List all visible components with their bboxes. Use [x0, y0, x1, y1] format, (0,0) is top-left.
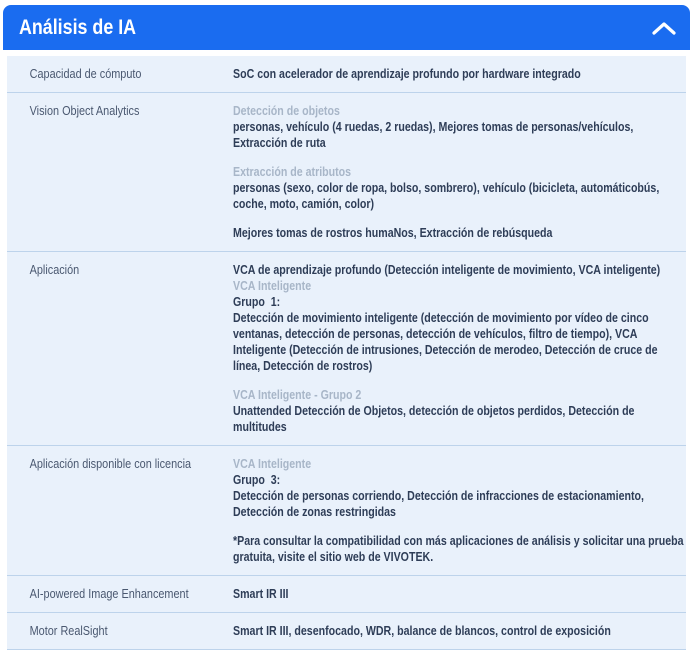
spec-subheading: Extracción de atributos: [233, 165, 352, 179]
spec-paragraph: [233, 623, 686, 639]
spec-paragraph: [233, 164, 686, 212]
spec-text: personas, vehículo (4 ruedas, 2 ruedas), Mejores tomas de personas/vehículos, Extracción de ruta: [233, 120, 637, 150]
spec-row: [7, 576, 686, 613]
spec-text: Grupo 3:: [233, 473, 281, 487]
spec-row-value: [233, 262, 686, 435]
section-title: Análisis de IA: [19, 15, 137, 39]
spec-text: VCA de aprendizaje profundo (Detección inteligente de movimiento, VCA inteligente): [233, 263, 661, 277]
spec-paragraph: [233, 387, 686, 435]
spec-text: Mejores tomas de rostros humaNos, Extracción de rebúsqueda: [233, 226, 553, 240]
chevron-up-icon[interactable]: [652, 21, 676, 35]
spec-subheading: VCA Inteligente - Grupo 2: [233, 388, 362, 402]
spec-row: [7, 56, 686, 93]
spec-text: Detección de personas corriendo, Detección de infracciones de estacionamiento, Detección de zonas restringidas: [233, 489, 647, 519]
spec-paragraph: [233, 103, 686, 151]
spec-row-label: Capacidad de cómputo: [29, 67, 142, 81]
spec-row: [7, 93, 686, 252]
spec-row-label: Aplicación: [29, 263, 80, 277]
spec-text: personas (sexo, color de ropa, bolso, sombrero), vehículo (bicicleta, automáticobús, coche, moto, camión, color): [233, 181, 663, 211]
spec-row: [7, 446, 686, 576]
section-header-analisis-de-ia[interactable]: [3, 5, 690, 50]
spec-subheading: Detección de objetos: [233, 104, 340, 118]
spec-row-value: [233, 66, 686, 82]
spec-paragraph: [233, 262, 686, 374]
spec-subheading: VCA Inteligente: [233, 457, 312, 471]
spec-row-label: AI-powered Image Enhancement: [29, 587, 189, 601]
spec-text: Smart IR III: [233, 587, 289, 601]
spec-text: SoC con acelerador de aprendizaje profundo por hardware integrado: [233, 67, 581, 81]
spec-row-value: [233, 103, 686, 241]
spec-page: [0, 5, 690, 650]
spec-row-value: [233, 586, 686, 602]
spec-paragraph: [233, 533, 686, 565]
spec-row-label: Aplicación disponible con licencia: [29, 457, 192, 471]
spec-table: [7, 56, 686, 650]
spec-paragraph: [233, 66, 686, 82]
spec-subheading: VCA Inteligente: [233, 279, 312, 293]
spec-row-value: [233, 456, 686, 565]
spec-text: Smart IR III, desenfocado, WDR, balance de blancos, control de exposición: [233, 624, 611, 638]
spec-row-label: Motor RealSight: [29, 624, 108, 638]
spec-row-label: Vision Object Analytics: [29, 104, 140, 118]
spec-text: Unattended Detección de Objetos, detección de objetos perdidos, Detección de multitudes: [233, 404, 638, 434]
spec-text: Grupo 1:: [233, 295, 281, 309]
spec-row: [7, 613, 686, 650]
spec-paragraph: [233, 225, 686, 241]
spec-paragraph: [233, 586, 686, 602]
spec-text: Detección de movimiento inteligente (detección de movimiento por vídeo de cinco ventanas, detección de personas, detección de vehículos, filtro de tiempo), VCA Inteligente (Detección de intrusiones, Detección de merodeo, Detección de cruce de línea, Detección de rostros): [233, 311, 661, 373]
spec-row-value: [233, 623, 686, 639]
spec-row: [7, 252, 686, 446]
spec-paragraph: [233, 456, 686, 520]
spec-text: *Para consultar la compatibilidad con más aplicaciones de análisis y solicitar una prueba gratuita, visite el sitio web de VIVOTEK.: [233, 534, 687, 564]
